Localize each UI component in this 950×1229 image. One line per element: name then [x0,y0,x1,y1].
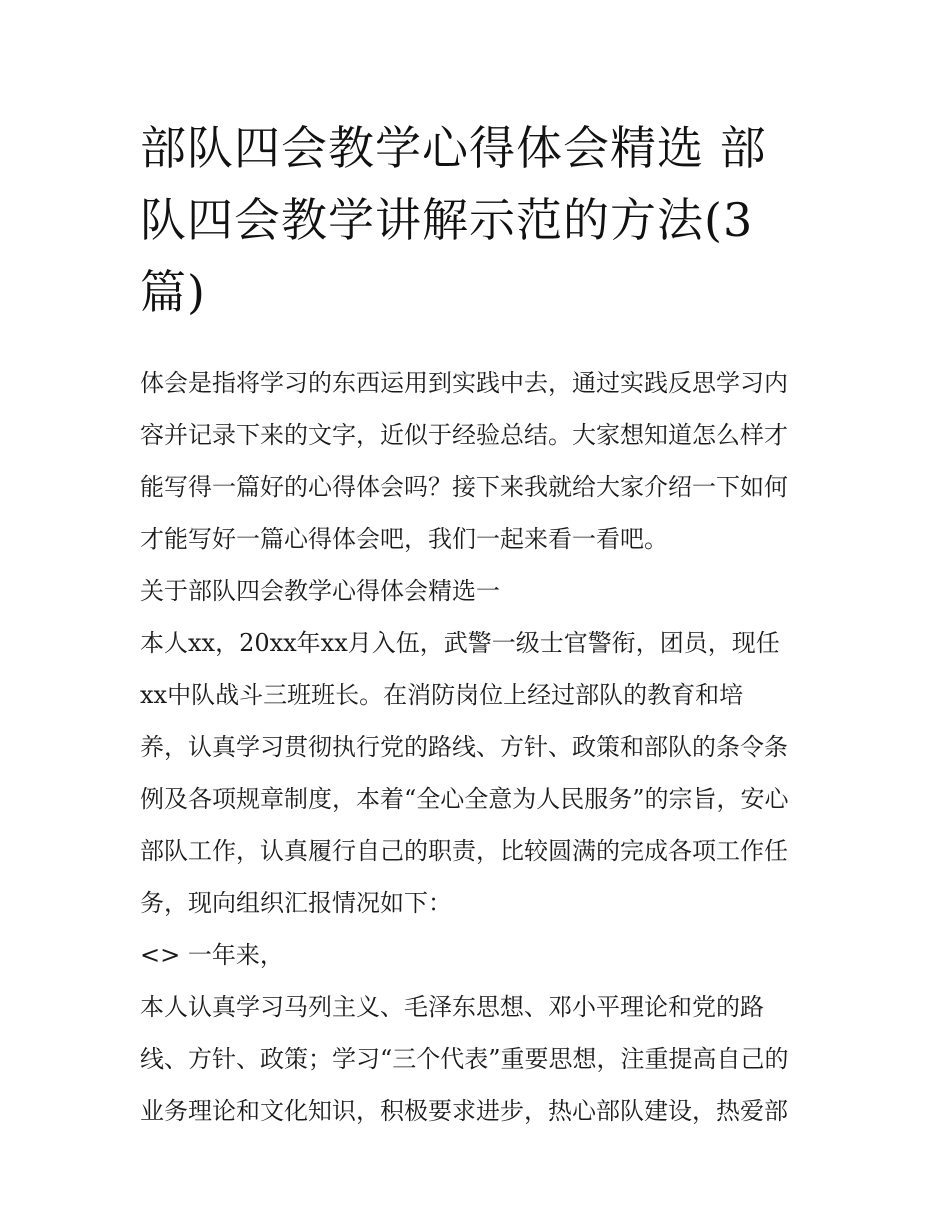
intro-line: 体会是指将学习的东西运用到实践中去，通过实践反思学习内 [140,369,788,397]
paragraph-line: 部队工作，认真履行自己的职责，比较圆满的完成各项工作任 [140,837,788,865]
paragraph-line: 线、方针、政策；学习“三个代表”重要思想，注重提高自己的 [140,1045,789,1073]
paragraph-line: 本人认真学习马列主义、毛泽东思想、邓小平理论和党的路 [140,993,764,1021]
intro-line: 容并记录下来的文字，近似于经验总结。大家想知道怎么样才 [140,421,788,449]
paragraph-line: xx中队战斗三班班长。在消防岗位上经过部队的教育和培 [140,681,744,709]
paragraph-line: 本人xx，20xx年xx月入伍，武警一级士官警衔，团员，现任 [140,629,780,657]
section-heading: 关于部队四会教学心得体会精选一 [140,577,500,605]
paragraph-line: 业务理论和文化知识，积极要求进步，热心部队建设，热爱部 [140,1097,788,1125]
title-line: 篇) [140,265,206,319]
paragraph-line: 务，现向组织汇报情况如下： [140,889,452,917]
intro-line: 能写得一篇好的心得体会吗？接下来我就给大家介绍一下如何 [140,473,788,501]
paragraph-line: 养，认真学习贯彻执行党的路线、方针、政策和部队的条令条 [140,733,788,761]
title-line: 队四会教学讲解示范的方法(3 [140,193,754,247]
title-line: 部队四会教学心得体会精选 部 [140,121,767,175]
paragraph-line: <> 一年来， [140,941,284,969]
document-body [140,357,830,1137]
intro-line: 才能写好一篇心得体会吧，我们一起来看一看吧。 [140,525,668,553]
paragraph-line: 例及各项规章制度，本着“全心全意为人民服务”的宗旨，安心 [140,785,789,813]
document-title [140,112,830,328]
